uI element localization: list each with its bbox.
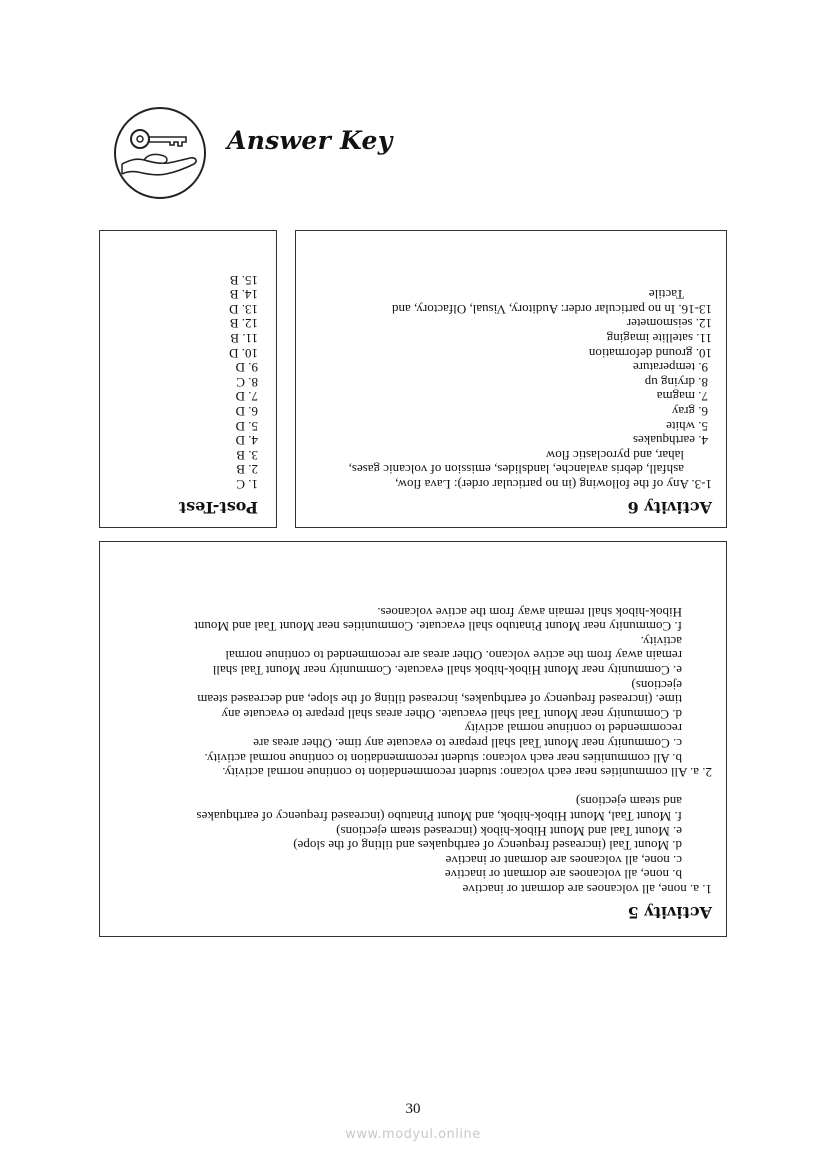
list-item: 10. D — [229, 345, 258, 361]
list-item: e. Community near Mount Hibok-hibok shall evacuate. Community near Mount Taal shall — [212, 663, 682, 679]
key-in-hand-icon — [112, 106, 208, 200]
list-item: 3. B — [236, 447, 258, 463]
list-item: e. Mount Taal and Mount Hibok-hibok (increased steam ejections) — [336, 823, 682, 839]
list-item — [112, 779, 712, 794]
list-item: ejections) — [631, 677, 682, 693]
list-item: and steam ejections) — [575, 794, 682, 810]
activity-6-box — [295, 230, 727, 528]
list-item: 11. B — [230, 331, 258, 347]
post-test-box — [99, 230, 277, 528]
list-item: 1-3. Any of the following (in no particular order): Lava flow, — [395, 477, 712, 492]
list-item: b. All communities near each volcano: student recommendation to continue normal activity. — [204, 750, 682, 766]
list-item: 8. drying up — [644, 374, 708, 390]
activity-5-box — [99, 541, 727, 937]
list-item: 5. D — [235, 418, 258, 434]
list-item: 12. seismometer — [626, 316, 712, 332]
list-item: d. Community near Mount Taal shall evacuate. Other areas shall prepare to evacuate any — [221, 706, 682, 722]
list-item: 7. magma — [656, 389, 708, 405]
list-item: 9. temperature — [632, 360, 708, 376]
list-item: d. Mount Taal (increased frequency of earthquakes and tilting of the slope) — [293, 838, 682, 854]
list-item: 7. D — [235, 389, 258, 405]
list-item: recommended to continue normal activity — [464, 721, 682, 737]
page-title: Answer Key — [227, 126, 393, 155]
list-item: 4. earthquakes — [632, 433, 708, 449]
list-item: f. Mount Taal, Mount Hibok-hibok, and Mount Pinatubo (increased frequency of earthquakes — [196, 809, 682, 825]
watermark: www.modyul.online — [345, 1127, 481, 1142]
list-item: 5. white — [666, 418, 708, 434]
list-item: remain away from the active volcano. Other areas are recommended to continue normal — [225, 648, 682, 664]
list-item: Tactile — [648, 287, 684, 303]
list-item: b. none, all volcanoes are dormant or inactive — [444, 867, 682, 883]
list-item: 11. satellite imaging — [606, 331, 712, 347]
activity-6-title: Activity 6 — [627, 498, 712, 517]
list-item: 8. C — [236, 374, 258, 390]
page-number: 30 — [405, 1101, 421, 1117]
list-item: 4. D — [235, 433, 258, 449]
list-item: 14. B — [229, 287, 258, 303]
list-item: ashfall, debris avalanche, landslides, emission of volcanic gases, — [348, 462, 684, 478]
list-item: 12. B — [229, 316, 258, 332]
list-item: 6. D — [235, 404, 258, 420]
list-item: 1. C — [236, 477, 258, 492]
list-item: Hibok-hibok shall remain away from the active volcanoes. — [377, 604, 682, 620]
list-item: 6. gray — [671, 404, 708, 420]
list-item: f. Community near Mount Pinatubo shall evacuate. Communities near Mount Taal and Mount — [194, 619, 682, 635]
activity-5-title: Activity 5 — [627, 903, 712, 922]
post-test-title: Post-Test — [178, 498, 258, 517]
list-item: lahar, and pyroclastic flow — [545, 447, 684, 463]
list-item: c. none, all volcanoes are dormant or inactive — [445, 852, 682, 868]
list-item: 1. a. none, all volcanoes are dormant or inactive — [462, 882, 712, 897]
list-item: 2. a. All communities near each volcano: student recommendation to continue normal activity. — [222, 765, 712, 781]
list-item: 9. D — [235, 360, 258, 376]
list-item: 15. B — [229, 272, 258, 288]
list-item: 2. B — [236, 462, 258, 478]
list-item: 13. D — [229, 301, 258, 317]
list-item: 10. ground deformation — [588, 345, 712, 361]
list-item: c. Community near Mount Taal shall prepare to evacuate any time. Other areas are — [253, 736, 682, 752]
list-item: time. (increased frequency of earthquakes, increased tilting of the slope, and decreased steam — [197, 692, 682, 708]
answer-key-logo — [112, 106, 208, 200]
list-item: 13-16. In no particular order: Auditory, Visual, Olfactory, and — [391, 301, 712, 317]
list-item: activity. — [640, 633, 682, 649]
